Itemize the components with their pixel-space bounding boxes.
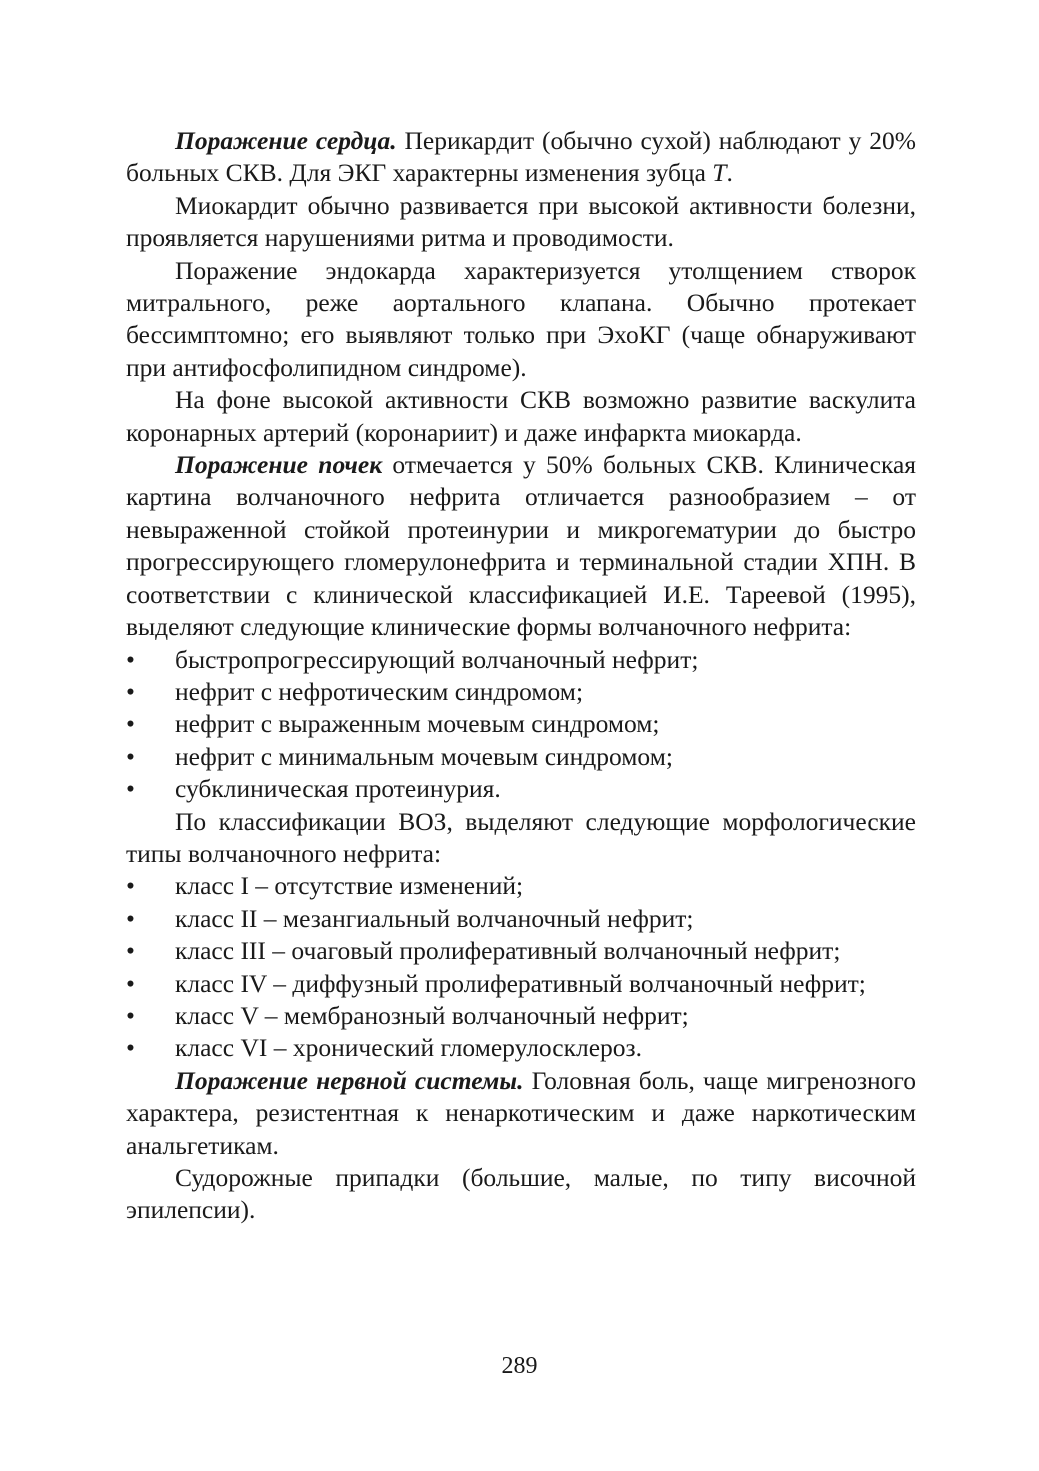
- list-item: [126, 676, 916, 708]
- who-classes-list: [126, 870, 916, 1064]
- bullet: •: [126, 774, 135, 804]
- heart-paragraph: [126, 125, 916, 190]
- list-item: [126, 903, 916, 935]
- list-item: [126, 870, 916, 902]
- bullet: •: [126, 871, 135, 901]
- nervous-heading: Поражение нервной системы.: [175, 1065, 524, 1095]
- bullet: •: [126, 644, 135, 674]
- list-item: [126, 708, 916, 740]
- page-body: [126, 125, 916, 1227]
- list-item-text: класс II – мезангиальный волчаночный нефрит;: [175, 903, 694, 933]
- nervous-paragraph: [126, 1065, 916, 1162]
- list-item-text: быстропрогрессирующий волчаночный нефрит;: [175, 644, 699, 674]
- list-item: [126, 1000, 916, 1032]
- list-item: [126, 1032, 916, 1064]
- nervous-text: Головная боль, чаще мигренозного характера, резистентная к ненаркотическим и даже наркотическим анальгетикам.: [126, 1065, 916, 1160]
- list-item-text: нефрит с выраженным мочевым синдромом;: [175, 709, 660, 739]
- heart-end: .: [726, 158, 733, 188]
- list-item: [126, 741, 916, 773]
- list-item: [126, 935, 916, 967]
- kidney-text: отмечается у 50% больных СКВ. Клиническая картина волчаночного нефрита отличается разнообразием – от невыраженной стойкой протеинурии и микрогематурии до быстро прогрессирующего гломерулонефрита и терминальной стадии ХПН. В соответствии с клинической классификацией И.Е. Тареевой (1995), выделяют следующие клинические формы волчаночного нефрита:: [126, 450, 916, 642]
- bullet: •: [126, 936, 135, 966]
- clinical-forms-list: [126, 644, 916, 806]
- list-item-text: нефрит с нефротическим синдромом;: [175, 676, 584, 706]
- list-item: [126, 773, 916, 805]
- heart-heading: Поражение сердца.: [175, 126, 397, 155]
- list-item-text: класс VI – хронический гломерулосклероз.: [175, 1033, 643, 1063]
- endocardium-paragraph: Поражение эндокарда характеризуется утолщением створок митрального, реже аортального клапана. Обычно протекает бессимптомно; его выявляют только при ЭхоКГ (чаще обнаруживают при антифосфолипидном синдроме).: [126, 255, 916, 382]
- bullet: •: [126, 1033, 135, 1063]
- list-item: [126, 644, 916, 676]
- bullet: •: [126, 709, 135, 739]
- bullet: •: [126, 741, 135, 771]
- kidney-paragraph: [126, 449, 916, 643]
- list-item-text: класс V – мембранозный волчаночный нефрит;: [175, 1000, 689, 1030]
- list-item-text: класс I – отсутствие изменений;: [175, 871, 524, 901]
- list-item-text: субклиническая протеинурия.: [175, 774, 501, 804]
- bullet: •: [126, 1000, 135, 1030]
- list-item-text: класс III – очаговый пролиферативный волчаночный нефрит;: [175, 936, 841, 966]
- heart-wave-letter: T: [712, 158, 727, 188]
- list-item-text: класс IV – диффузный пролиферативный волчаночный нефрит;: [175, 968, 866, 998]
- list-item: [126, 968, 916, 1000]
- kidney-heading: Поражение почек: [175, 450, 383, 480]
- coronary-paragraph: На фоне высокой активности СКВ возможно развитие васкулита коронарных артерий (коронариит) и даже инфаркта миокарда.: [126, 385, 916, 447]
- myocarditis-paragraph: Миокардит обычно развивается при высокой активности болезни, проявляется нарушениями ритма и проводимости.: [126, 190, 916, 253]
- seizures-paragraph: Судорожные припадки (большие, малые, по типу височной эпилепсии).: [126, 1163, 916, 1225]
- who-intro-paragraph: По классификации ВОЗ, выделяют следующие морфологические типы волчаночного нефрита:: [126, 806, 916, 868]
- bullet: •: [126, 676, 135, 706]
- heart-text: Перикардит (обычно сухой) наблюдают у 20% больных СКВ. Для ЭКГ характерны изменения зубца: [126, 126, 916, 188]
- page-number: 289: [501, 1353, 538, 1379]
- bullet: •: [126, 968, 135, 998]
- list-item-text: нефрит с минимальным мочевым синдромом;: [175, 741, 673, 771]
- bullet: •: [126, 903, 135, 933]
